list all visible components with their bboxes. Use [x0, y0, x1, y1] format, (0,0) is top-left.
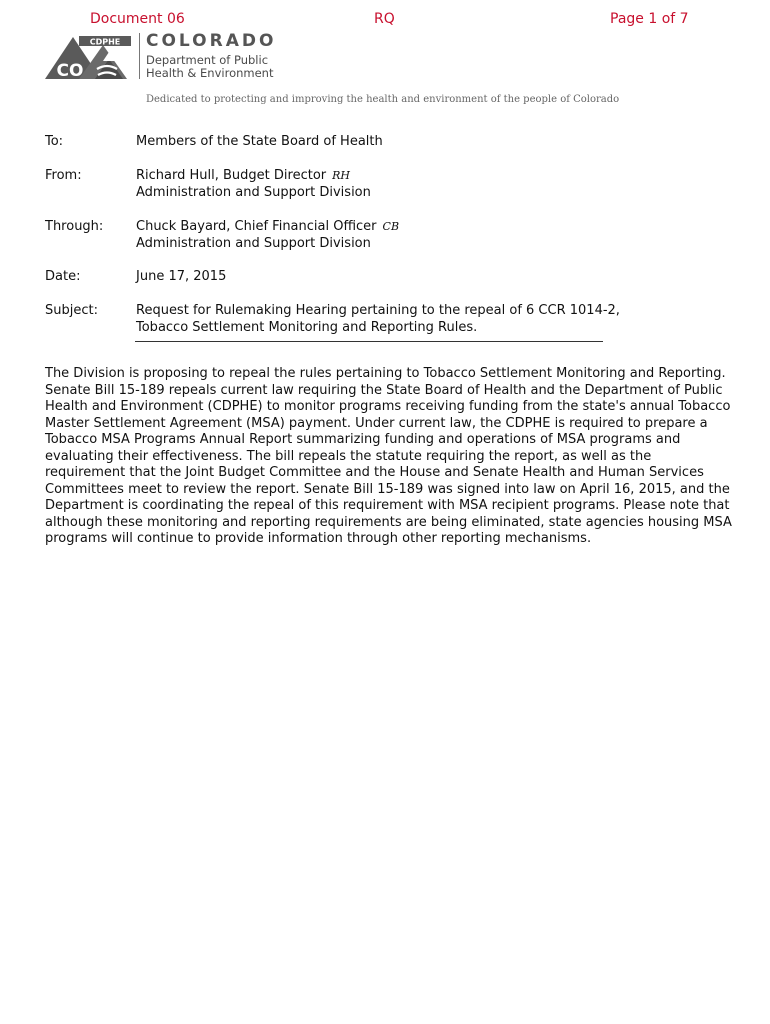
date-value: June 17, 2015	[136, 269, 227, 284]
co-logo-text: CO	[56, 61, 84, 81]
page-number: Page 1 of 7	[610, 11, 689, 27]
through-division: Administration and Support Division	[136, 236, 371, 251]
to-label: To:	[45, 134, 64, 149]
document-number: Document 06	[90, 11, 185, 27]
subject-value	[136, 302, 620, 336]
memo-body	[45, 366, 735, 548]
cdphe-mountain-icon	[45, 33, 137, 85]
rq-label: RQ	[374, 11, 395, 27]
through-label: Through:	[45, 219, 104, 234]
from-name: Richard Hull, Budget Director	[136, 168, 327, 183]
from-division: Administration and Support Division	[136, 185, 371, 200]
colorado-wordmark: COLORADO	[146, 31, 277, 51]
through-name: Chuck Bayard, Chief Financial Officer	[136, 219, 377, 234]
body-paragraph: The Division is proposing to repeal the rules pertaining to Tobacco Settlement Monitoring and Reporting. Senate Bill 15-189 repeals current law requiring the State Board of Health and the Department of Public Health and Environment (CDPHE) to monitor programs receiving funding from the state's annual Tobacco Master Settlement Agreement (MSA) payment. Under current law, the CDPHE is required to prepare a Tobacco MSA Programs Annual Report summarizing funding and operations of MSA programs and evaluating their effectiveness. The bill repeals the statute requiring the report, as well as the requirement that the Joint Budget Committee and the House and Senate Health and Human Services Committees meet to review the report. Senate Bill 15-189 was signed into law on April 16, 2015, and the Department is coordinating the repeal of this requirement with MSA recipient programs. Please note that although these monitoring and reporting requirements are being eliminated, state agencies housing MSA programs will continue to provide information through other reporting mechanisms.	[45, 366, 732, 546]
through-initials: CB	[382, 220, 400, 233]
to-value: Members of the State Board of Health	[136, 134, 383, 149]
date-label: Date:	[45, 269, 81, 284]
cdphe-badge-text: CDPHE	[89, 37, 121, 47]
subject-line-2: Tobacco Settlement Monitoring and Reporting Rules.	[136, 320, 478, 335]
subject-label: Subject:	[45, 303, 98, 318]
subject-line-1: Request for Rulemaking Hearing pertaining to the repeal of 6 CCR 1014-2,	[136, 303, 620, 318]
tagline: Dedicated to protecting and improving the health and environment of the people of Colorado	[146, 94, 620, 105]
department-name	[146, 54, 273, 80]
from-initials: RH	[332, 169, 350, 182]
department-line-1: Department of Public	[146, 53, 269, 67]
department-line-2: Health & Environment	[146, 66, 274, 80]
from-value	[136, 167, 371, 201]
subject-divider	[135, 341, 603, 342]
through-value	[136, 218, 399, 252]
logo-divider	[139, 33, 140, 79]
from-label: From:	[45, 168, 82, 183]
